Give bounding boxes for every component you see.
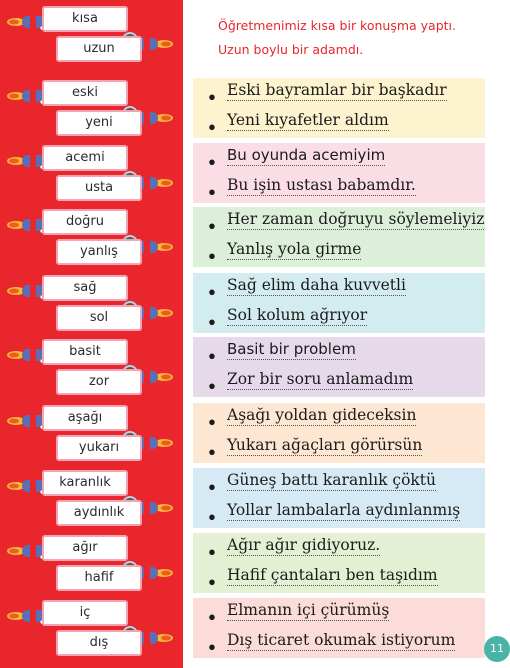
sentence-line <box>193 207 485 235</box>
word-box-first: ağır <box>42 535 128 561</box>
antonym-pair <box>0 403 500 463</box>
sentence-line <box>193 78 485 106</box>
word-box-second: sol <box>56 305 142 331</box>
bullet-dot: • <box>207 478 217 497</box>
sentence-panel <box>193 533 485 593</box>
antonym-pair <box>0 78 500 138</box>
word-box-first: iç <box>42 600 128 626</box>
bullet-dot: • <box>207 543 217 562</box>
sentence-panel <box>193 207 485 267</box>
sentence-text: Zor bir soru anlamadım <box>227 370 414 388</box>
sentence-text: Sağ elim daha kuvvetli <box>227 276 406 294</box>
bullet-dot: • <box>207 88 217 107</box>
sentence-text: Basit bir problem <box>227 340 356 358</box>
bullet-dot: • <box>207 153 217 172</box>
bullet-dot: • <box>207 443 217 462</box>
sentence-text: Bu oyunda acemiyim <box>227 146 386 164</box>
sentence-text: Yeni kıyafetler aldım <box>227 111 389 129</box>
word-box-second: yukarı <box>56 435 142 461</box>
bullet-dot: • <box>207 508 217 527</box>
sentence-line <box>193 533 485 561</box>
bullet-dot: • <box>207 377 217 396</box>
sentence-panel <box>193 78 485 138</box>
antonym-pair <box>0 207 500 267</box>
word-box-second: hafif <box>56 565 142 591</box>
antonym-pair <box>0 468 500 528</box>
sentence-line <box>193 403 485 431</box>
antonym-pair <box>0 533 500 593</box>
word-box-second: usta <box>56 175 142 201</box>
sentence-line <box>193 468 485 496</box>
bullet-dot: • <box>207 608 217 627</box>
sentence-text: Bu işin ustası babamdır. <box>227 176 416 194</box>
sentence-panel <box>193 468 485 528</box>
word-box-second: zor <box>56 369 142 395</box>
word-box-second: aydınlık <box>56 500 142 526</box>
sentence-line <box>193 173 485 201</box>
sentence-text: Sol kolum ağrıyor <box>227 306 368 324</box>
sentence-line <box>193 143 485 171</box>
intro-line-2: Uzun boylu bir adamdı. <box>218 42 364 57</box>
word-box-second: yanlış <box>56 239 142 265</box>
word-box-first: aşağı <box>42 405 128 431</box>
intro-line-1: Öğretmenimiz kısa bir konuşma yaptı. <box>218 18 457 33</box>
sentence-text: Ağır ağır gidiyoruz. <box>227 536 381 554</box>
word-box-first: basit <box>42 339 128 365</box>
sentence-line <box>193 108 485 136</box>
bullet-dot: • <box>207 217 217 236</box>
word-box-first: kısa <box>42 6 128 32</box>
sentence-line <box>193 498 485 526</box>
sentence-text: Yukarı ağaçları görürsün <box>227 436 423 454</box>
sentence-line <box>193 337 485 365</box>
sentence-line <box>193 273 485 301</box>
word-box-first: sağ <box>42 275 128 301</box>
antonym-pair <box>0 598 500 658</box>
sentence-text: Güneş battı karanlık çöktü <box>227 471 437 489</box>
antonym-pair <box>0 273 500 333</box>
sentence-line <box>193 367 485 395</box>
word-box-first: eski <box>42 80 128 106</box>
word-box-second: uzun <box>56 36 142 62</box>
bullet-dot: • <box>207 283 217 302</box>
bullet-dot: • <box>207 313 217 332</box>
sentence-text: Eski bayramlar bir başkadır <box>227 81 447 99</box>
bullet-dot: • <box>207 118 217 137</box>
sentence-line <box>193 433 485 461</box>
sentence-panel <box>193 337 485 397</box>
sentence-text: Elmanın içi çürümüş <box>227 601 390 619</box>
antonym-pair <box>0 143 500 203</box>
sentence-panel <box>193 143 485 203</box>
antonym-pair <box>0 4 500 64</box>
bullet-dot: • <box>207 413 217 432</box>
sentence-panel <box>193 598 485 658</box>
word-box-first: karanlık <box>42 470 128 496</box>
sentence-text: Hafif çantaları ben taşıdım <box>227 566 438 584</box>
bullet-dot: • <box>207 638 217 657</box>
bullet-dot: • <box>207 347 217 366</box>
sentence-panel <box>193 273 485 333</box>
sentence-text: Aşağı yoldan gideceksin <box>227 406 417 424</box>
sentence-text: Her zaman doğruyu söylemeliyiz <box>227 210 485 228</box>
word-box-first: doğru <box>42 209 128 235</box>
bullet-dot: • <box>207 573 217 592</box>
sentence-line <box>193 303 485 331</box>
antonym-pair <box>0 337 500 397</box>
sentence-line <box>193 598 485 626</box>
word-box-second: yeni <box>56 110 142 136</box>
sentence-text: Yanlış yola girme <box>227 240 362 258</box>
sentence-line <box>193 628 485 656</box>
bullet-dot: • <box>207 183 217 202</box>
word-box-first: acemi <box>42 145 128 171</box>
sentence-panel <box>193 403 485 463</box>
sentence-text: Yollar lambalarla aydınlanmış <box>227 501 461 519</box>
bullet-dot: • <box>207 247 217 266</box>
sentence-line <box>193 563 485 591</box>
page-number: 11 <box>484 636 510 662</box>
sentence-text: Dış ticaret okumak istiyorum <box>227 631 456 649</box>
word-box-second: dış <box>56 630 142 656</box>
sentence-line <box>193 237 485 265</box>
